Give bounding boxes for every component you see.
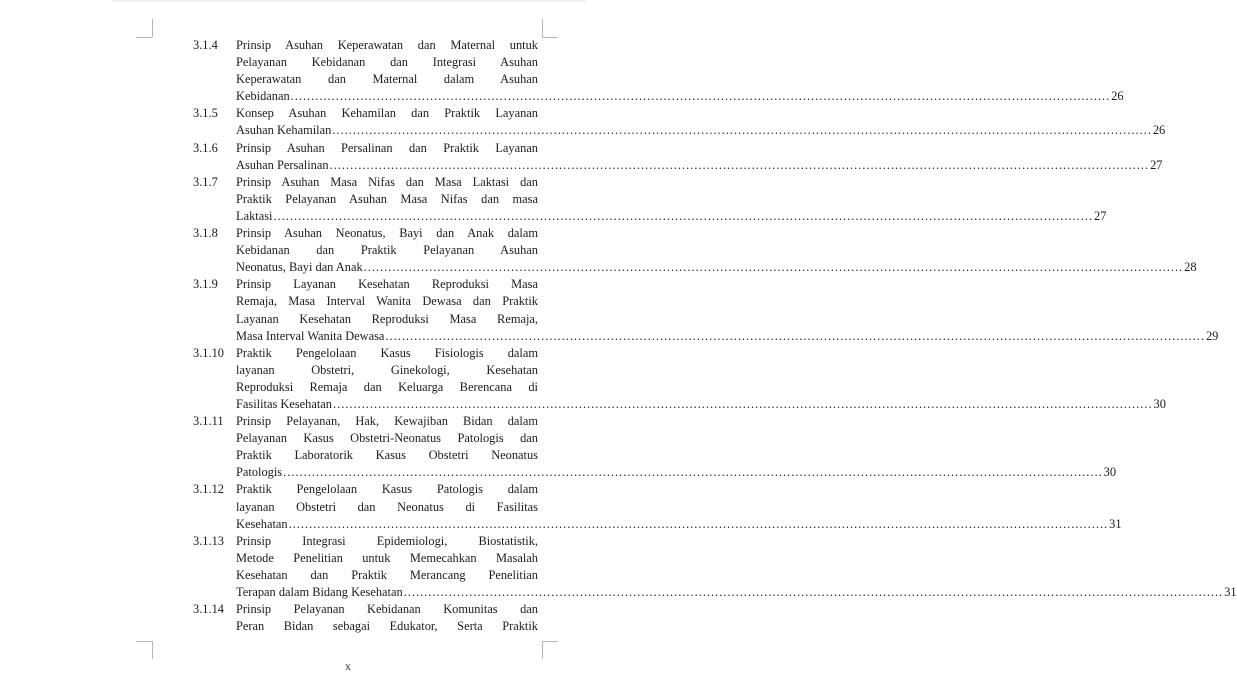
toc-entry-line: Remaja, Masa Interval Wanita Dewasa dan Praktik (236, 294, 538, 309)
dot-leader: ........................................................................................................................................................................................................ (385, 328, 1205, 343)
toc-entry-number: 3.1.11 (193, 414, 224, 429)
toc-entry-line: Terapan dalam Bidang Kesehatan (236, 585, 403, 599)
toc-entry-page-number: 30 (1103, 465, 1117, 480)
toc-entry-line: Keperawatan dan Maternal dalam Asuhan (236, 72, 538, 87)
toc-entry[interactable] (193, 140, 1163, 174)
toc-entry-page-number: 28 (1184, 260, 1197, 275)
crop-mark-bottom-left-v (152, 641, 153, 659)
toc-entry-leader-line (236, 464, 1117, 481)
toc-entry-line: Laktasi (236, 208, 273, 223)
dot-leader: ........................................................................................................................................................................................................ (332, 123, 1152, 138)
toc-entry-line: Prinsip Asuhan Neonatus, Bayi dan Anak dalam (236, 226, 538, 241)
dot-leader: ........................................................................................................................................................................................................ (273, 208, 1094, 223)
crop-mark-top-right-v (542, 19, 543, 37)
toc-entry-leader-line (236, 396, 1166, 413)
crop-mark-bottom-right-v (542, 641, 543, 659)
toc-entry-line: Prinsip Asuhan Persalinan dan Praktik Layanan (236, 140, 538, 155)
toc-entry-title (236, 533, 1237, 601)
toc-entry-number: 3.1.4 (193, 38, 218, 52)
toc-entry-line: Kesehatan dan Praktik Merancang Penelitian (236, 567, 538, 582)
toc-entry-leader-line (236, 259, 1197, 276)
toc-entry-page-number: 27 (1150, 157, 1163, 172)
dot-leader: ........................................................................................................................................................................................................ (329, 157, 1150, 172)
toc-entry-line: Prinsip Layanan Kesehatan Reproduksi Masa (236, 277, 538, 292)
toc-entry-leader-line (236, 516, 1122, 533)
toc-entry-number: 3.1.7 (193, 174, 218, 189)
toc-entry-line: Patologis (236, 465, 283, 480)
crop-mark-top-left-v (152, 19, 153, 37)
toc-entry-line: Prinsip Asuhan Masa Nifas dan Masa Laktasi dan (236, 174, 538, 189)
toc-entry-line: Kebidanan (236, 89, 290, 104)
toc-entry-leader-line (236, 328, 1219, 345)
table-of-contents (193, 37, 1237, 635)
toc-entry-page-number: 27 (1094, 208, 1107, 223)
toc-entry-page-number: 30 (1153, 396, 1166, 411)
toc-entry[interactable] (193, 105, 1166, 139)
page-top-edge (112, 0, 586, 2)
toc-entry-line: Praktik Pengelolaan Kasus Patologis dalam (236, 482, 538, 497)
dot-leader: ........................................................................................................................................................................................................ (283, 465, 1103, 480)
toc-entry-title (236, 601, 538, 635)
toc-entry-number: 3.1.12 (193, 482, 224, 497)
toc-entry-title (236, 413, 1117, 481)
toc-entry-line: Reproduksi Remaja dan Keluarga Berencana di (236, 379, 538, 394)
toc-entry-line: Neonatus, Bayi dan Anak (236, 260, 363, 275)
toc-entry-title (236, 105, 1166, 139)
dot-leader: ........................................................................................................................................................................................................ (288, 516, 1109, 531)
toc-entry-line: Praktik Pelayanan Asuhan Masa Nifas dan masa (236, 191, 538, 206)
crop-mark-bottom-left-h (136, 641, 152, 642)
toc-entry[interactable] (193, 174, 1107, 225)
dot-leader: ........................................................................................................................................................................................................ (403, 585, 1224, 599)
toc-entry-line: Kesehatan (236, 516, 288, 531)
toc-entry-title (236, 140, 1163, 174)
toc-entry-line: Prinsip Asuhan Keperawatan dan Maternal untuk (236, 38, 538, 52)
toc-entry-line: layanan Obstetri dan Neonatus di Fasilitas (236, 499, 538, 514)
toc-entry-number: 3.1.13 (193, 533, 224, 548)
toc-entry-number: 3.1.6 (193, 140, 218, 155)
toc-entry-line: Peran Bidan sebagai Edukator, Serta Praktik (236, 619, 538, 634)
toc-entry-title (236, 345, 1166, 413)
toc-entry-leader-line (236, 88, 1124, 105)
toc-entry-number: 3.1.5 (193, 106, 218, 121)
toc-entry-line: Kebidanan dan Praktik Pelayanan Asuhan (236, 243, 538, 258)
toc-entry-line: Praktik Pengelolaan Kasus Fisiologis dalam (236, 345, 538, 360)
toc-entry-page-number: 26 (1111, 89, 1124, 104)
crop-mark-top-right-h (542, 37, 558, 38)
toc-entry-line: Masa Interval Wanita Dewasa (236, 328, 385, 343)
toc-entry-number: 3.1.9 (193, 277, 218, 292)
toc-entry[interactable] (193, 413, 1117, 481)
toc-entry-page-number: 31 (1109, 516, 1122, 531)
toc-entry-line: layanan Obstetri, Ginekologi, Kesehatan (236, 362, 538, 377)
toc-entry-line: Asuhan Kehamilan (236, 123, 332, 138)
toc-entry-line: Prinsip Pelayanan Kebidanan Komunitas dan (236, 602, 538, 617)
toc-entry-title (236, 481, 1122, 532)
toc-entry[interactable] (193, 276, 1219, 344)
toc-entry-page-number: 29 (1205, 328, 1219, 343)
toc-entry-leader-line (236, 208, 1107, 225)
toc-entry-line: Praktik Laboratorik Kasus Obstetri Neonatus (236, 448, 538, 463)
toc-entry-line: Fasilitas Kesehatan (236, 396, 333, 411)
dot-leader: ........................................................................................................................................................................................................ (333, 396, 1153, 411)
toc-entry-page-number: 26 (1152, 123, 1166, 138)
toc-entry[interactable] (193, 533, 1237, 601)
toc-entry-line: Konsep Asuhan Kehamilan dan Praktik Layanan (236, 106, 538, 121)
toc-entry-line: Asuhan Persalinan (236, 157, 329, 172)
toc-entry-page-number: 31 (1224, 585, 1237, 599)
toc-entry-leader-line (236, 157, 1163, 174)
dot-leader: ........................................................................................................................................................................................................ (290, 89, 1111, 104)
toc-entry-line: Pelayanan Kasus Obstetri-Neonatus Patologis dan (236, 431, 538, 446)
toc-entry-title (236, 37, 1124, 105)
toc-entry[interactable] (193, 481, 1122, 532)
page-number: x (345, 659, 351, 673)
toc-entry[interactable] (193, 37, 1124, 105)
toc-entry-number: 3.1.14 (193, 602, 224, 617)
toc-entry-title (236, 276, 1219, 344)
toc-entry-line: Layanan Kesehatan Reproduksi Masa Remaja, (236, 311, 538, 326)
toc-entry-title (236, 225, 1197, 276)
toc-entry-leader-line (236, 122, 1166, 139)
toc-entry-number: 3.1.8 (193, 226, 218, 241)
toc-entry-line: Metode Penelitian untuk Memecahkan Masalah (236, 550, 538, 565)
toc-entry-line: Prinsip Pelayanan, Hak, Kewajiban Bidan dalam (236, 414, 538, 429)
toc-entry[interactable] (193, 225, 1197, 276)
toc-entry-line: Pelayanan Kebidanan dan Integrasi Asuhan (236, 55, 538, 70)
crop-mark-top-left-h (136, 37, 152, 38)
toc-entry[interactable] (193, 601, 538, 635)
toc-entry-title (236, 174, 1107, 225)
toc-entry-number: 3.1.10 (193, 345, 224, 360)
dot-leader: ........................................................................................................................................................................................................ (363, 260, 1184, 275)
toc-entry-leader-line (236, 584, 1237, 601)
crop-mark-bottom-right-h (542, 641, 558, 642)
toc-entry[interactable] (193, 345, 1166, 413)
toc-entry-line: Prinsip Integrasi Epidemiologi, Biostatistik, (236, 533, 538, 548)
